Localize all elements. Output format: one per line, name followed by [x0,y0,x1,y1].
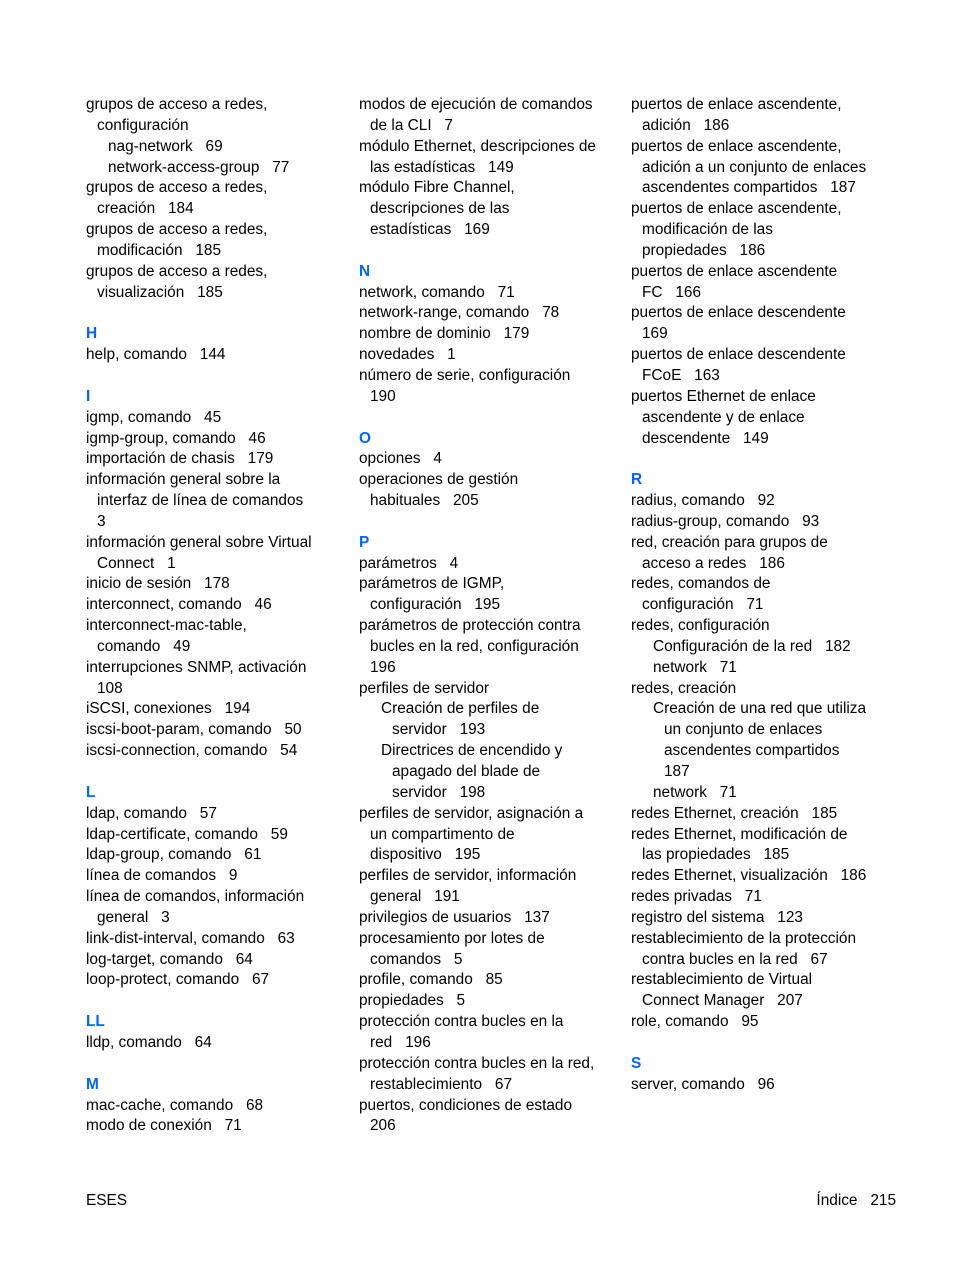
index-subentry: 206 [370,1117,396,1135]
index-subentry: network 71 [653,658,737,676]
index-entry: información general sobre Virtual [86,533,312,551]
index-column-1 [86,95,336,1137]
index-entry: help, comando 144 [86,346,226,364]
index-subentry: Creación de perfiles de [381,700,540,718]
section-spacer [631,1033,891,1054]
index-subentry: un compartimento de [370,825,515,843]
index-letter-heading: M [86,1075,99,1093]
index-subentry: network 71 [653,783,737,801]
index-entry: interconnect-mac-table, [86,617,247,635]
section-spacer [86,991,336,1012]
index-subentry: red 196 [370,1033,431,1051]
index-subentry: bucles en la red, configuración [370,637,579,655]
index-letter-heading: O [359,429,371,447]
index-entry: línea de comandos, información [86,888,305,906]
index-subentry: servidor 198 [392,783,486,801]
index-subentry: interfaz de línea de comandos [97,492,304,510]
index-entry: registro del sistema 123 [631,908,803,926]
index-subentry: modificación 185 [97,241,222,259]
index-entry: ldap, comando 57 [86,804,217,822]
index-subentry: estadísticas 169 [370,221,490,239]
index-entry: puertos de enlace descendente [631,304,846,322]
index-entry: redes, creación [631,679,737,697]
index-entry: propiedades 5 [359,992,466,1010]
index-subentry: de la CLI 7 [370,116,453,134]
index-entry: protección contra bucles en la [359,1013,564,1031]
index-entry: modos de ejecución de comandos [359,96,593,113]
index-subentry: visualización 185 [97,283,223,301]
index-entry: redes Ethernet, modificación de [631,825,848,843]
index-subentry: ascendentes compartidos [664,742,840,760]
index-entry: puertos de enlace ascendente [631,262,838,280]
index-subentry: las propiedades 185 [642,846,790,864]
index-subentry: general 3 [97,908,170,926]
section-spacer [86,366,336,387]
index-entry: radius-group, comando 93 [631,512,820,530]
index-letter-heading: L [86,783,96,801]
index-entry: restablecimiento de Virtual [631,971,813,989]
section-spacer [86,762,336,783]
index-entry: operaciones de gestión [359,471,519,489]
index-entry: ldap-group, comando 61 [86,846,262,864]
footer-language-code: ESES [86,1192,128,1209]
index-subentry: 169 [642,325,668,343]
index-entry: nombre de dominio 179 [359,325,530,343]
index-entry: redes, configuración [631,617,770,635]
index-subentry: creación 184 [97,200,194,218]
section-spacer [359,241,614,262]
index-subentry: general 191 [370,888,460,906]
index-subentry: las estadísticas 149 [370,158,514,176]
index-entry: radius, comando 92 [631,492,775,510]
index-entry: modo de conexión 71 [86,1117,242,1135]
index-entry: número de serie, configuración [359,366,571,384]
index-letter-heading: LL [86,1013,105,1031]
index-entry: log-target, comando 64 [86,950,253,968]
index-entry: ldap-certificate, comando 59 [86,825,288,843]
index-subentry: habituales 205 [370,492,479,510]
index-entry: protección contra bucles en la red, [359,1054,595,1072]
index-entry: restablecimiento de la protección [631,929,856,947]
index-subentry: Connect Manager 207 [642,992,803,1010]
index-entry: redes privadas 71 [631,888,762,906]
index-subentry: descripciones de las [370,200,510,218]
index-entry: información general sobre la [86,471,281,489]
index-entry: privilegios de usuarios 137 [359,908,550,926]
index-subentry: ascendente y de enlace [642,408,805,426]
index-entry: perfiles de servidor, asignación a [359,804,584,822]
index-subentry: servidor 193 [392,721,486,739]
index-subentry: FCoE 163 [642,366,720,384]
section-spacer [631,449,891,470]
index-subentry: Connect 1 [97,554,176,572]
index-entry: puertos de enlace ascendente, [631,200,842,218]
index-subentry: nag-network 69 [108,137,223,155]
index-subentry: configuración 195 [370,596,501,614]
index-entry: puertos de enlace ascendente, [631,137,842,155]
index-entry: puertos de enlace ascendente, [631,96,842,113]
footer-page-label: Índice 215 [816,1192,896,1209]
index-entry: parámetros 4 [359,554,459,572]
index-subentry: 190 [370,387,396,405]
index-entry: iSCSI, conexiones 194 [86,700,251,718]
index-subentry: apagado del blade de [392,763,541,780]
index-entry: red, creación para grupos de [631,533,828,551]
section-spacer [359,408,614,429]
section-spacer [359,512,614,533]
index-entry: procesamiento por lotes de [359,929,545,947]
index-entry: network, comando 71 [359,283,515,301]
index-letter-heading: H [86,325,98,343]
section-spacer [86,1054,336,1075]
index-subentry: descendente 149 [642,429,769,447]
index-entry: módulo Ethernet, descripciones de [359,137,596,155]
index-entry: módulo Fibre Channel, [359,179,515,197]
index-subentry: comandos 5 [370,950,463,968]
index-entry: grupos de acceso a redes, [86,179,268,197]
index-subentry: dispositivo 195 [370,846,481,864]
index-entry: profile, comando 85 [359,971,503,989]
index-subentry: configuración 71 [642,596,764,614]
index-entry: puertos, condiciones de estado [359,1096,573,1114]
index-subentry: FC 166 [642,283,702,301]
index-subentry: ascendentes compartidos 187 [642,179,856,197]
index-entry: grupos de acceso a redes, [86,221,268,239]
section-spacer [86,303,336,324]
index-letter-heading: I [86,387,91,405]
index-entry: grupos de acceso a redes, [86,96,268,113]
index-subentry: 187 [664,763,690,780]
index-entry: redes Ethernet, visualización 186 [631,867,867,885]
index-letter-heading: N [359,262,371,280]
index-entry: perfiles de servidor, información [359,867,577,885]
index-column-2 [359,95,614,1137]
index-entry: grupos de acceso a redes, [86,262,268,280]
index-entry: server, comando 96 [631,1075,775,1093]
index-subentry: adición a un conjunto de enlaces [642,158,867,176]
index-entry: importación de chasis 179 [86,450,274,468]
index-entry: perfiles de servidor [359,679,490,697]
index-entry: redes Ethernet, creación 185 [631,804,838,822]
index-entry: parámetros de protección contra [359,617,581,635]
index-entry: novedades 1 [359,346,456,364]
index-entry: igmp-group, comando 46 [86,429,266,447]
index-entry: parámetros de IGMP, [359,575,505,593]
index-letter-heading: R [631,471,643,489]
index-entry: link-dist-interval, comando 63 [86,929,295,947]
index-entry: interrupciones SNMP, activación [86,658,307,676]
index-entry: puertos de enlace descendente [631,346,846,364]
index-subentry: 3 [97,512,106,530]
index-column-3 [631,95,891,1096]
index-subentry: acceso a redes 186 [642,554,785,572]
index-entry: role, comando 95 [631,1013,759,1031]
index-subentry: un conjunto de enlaces [664,721,823,739]
index-entry: interconnect, comando 46 [86,596,272,614]
index-entry: mac-cache, comando 68 [86,1096,264,1114]
index-subentry: 108 [97,679,123,697]
index-subentry: Directrices de encendido y [381,742,563,760]
index-entry: redes, comandos de [631,575,771,593]
index-subentry: modificación de las [642,221,773,239]
index-subentry: configuración [97,116,189,134]
index-entry: igmp, comando 45 [86,408,222,426]
index-subentry: adición 186 [642,116,730,134]
index-entry: inicio de sesión 178 [86,575,230,593]
index-subentry: contra bucles en la red 67 [642,950,828,968]
index-letter-heading: S [631,1054,642,1072]
index-subentry: restablecimiento 67 [370,1075,513,1093]
index-entry: lldp, comando 64 [86,1033,212,1051]
index-subentry: Creación de una red que utiliza [653,700,867,718]
index-entry: opciones 4 [359,450,442,468]
index-subentry: propiedades 186 [642,241,766,259]
index-entry: puertos Ethernet de enlace [631,387,816,405]
index-entry: network-range, comando 78 [359,304,560,322]
index-entry: iscsi-boot-param, comando 50 [86,721,302,739]
index-letter-heading: P [359,533,370,551]
index-subentry: Configuración de la red 182 [653,637,851,655]
index-entry: línea de comandos 9 [86,867,238,885]
index-subentry: 196 [370,658,396,676]
index-subentry: comando 49 [97,637,191,655]
index-subentry: network-access-group 77 [108,158,290,176]
index-entry: loop-protect, comando 67 [86,971,270,989]
index-entry: iscsi-connection, comando 54 [86,742,298,760]
